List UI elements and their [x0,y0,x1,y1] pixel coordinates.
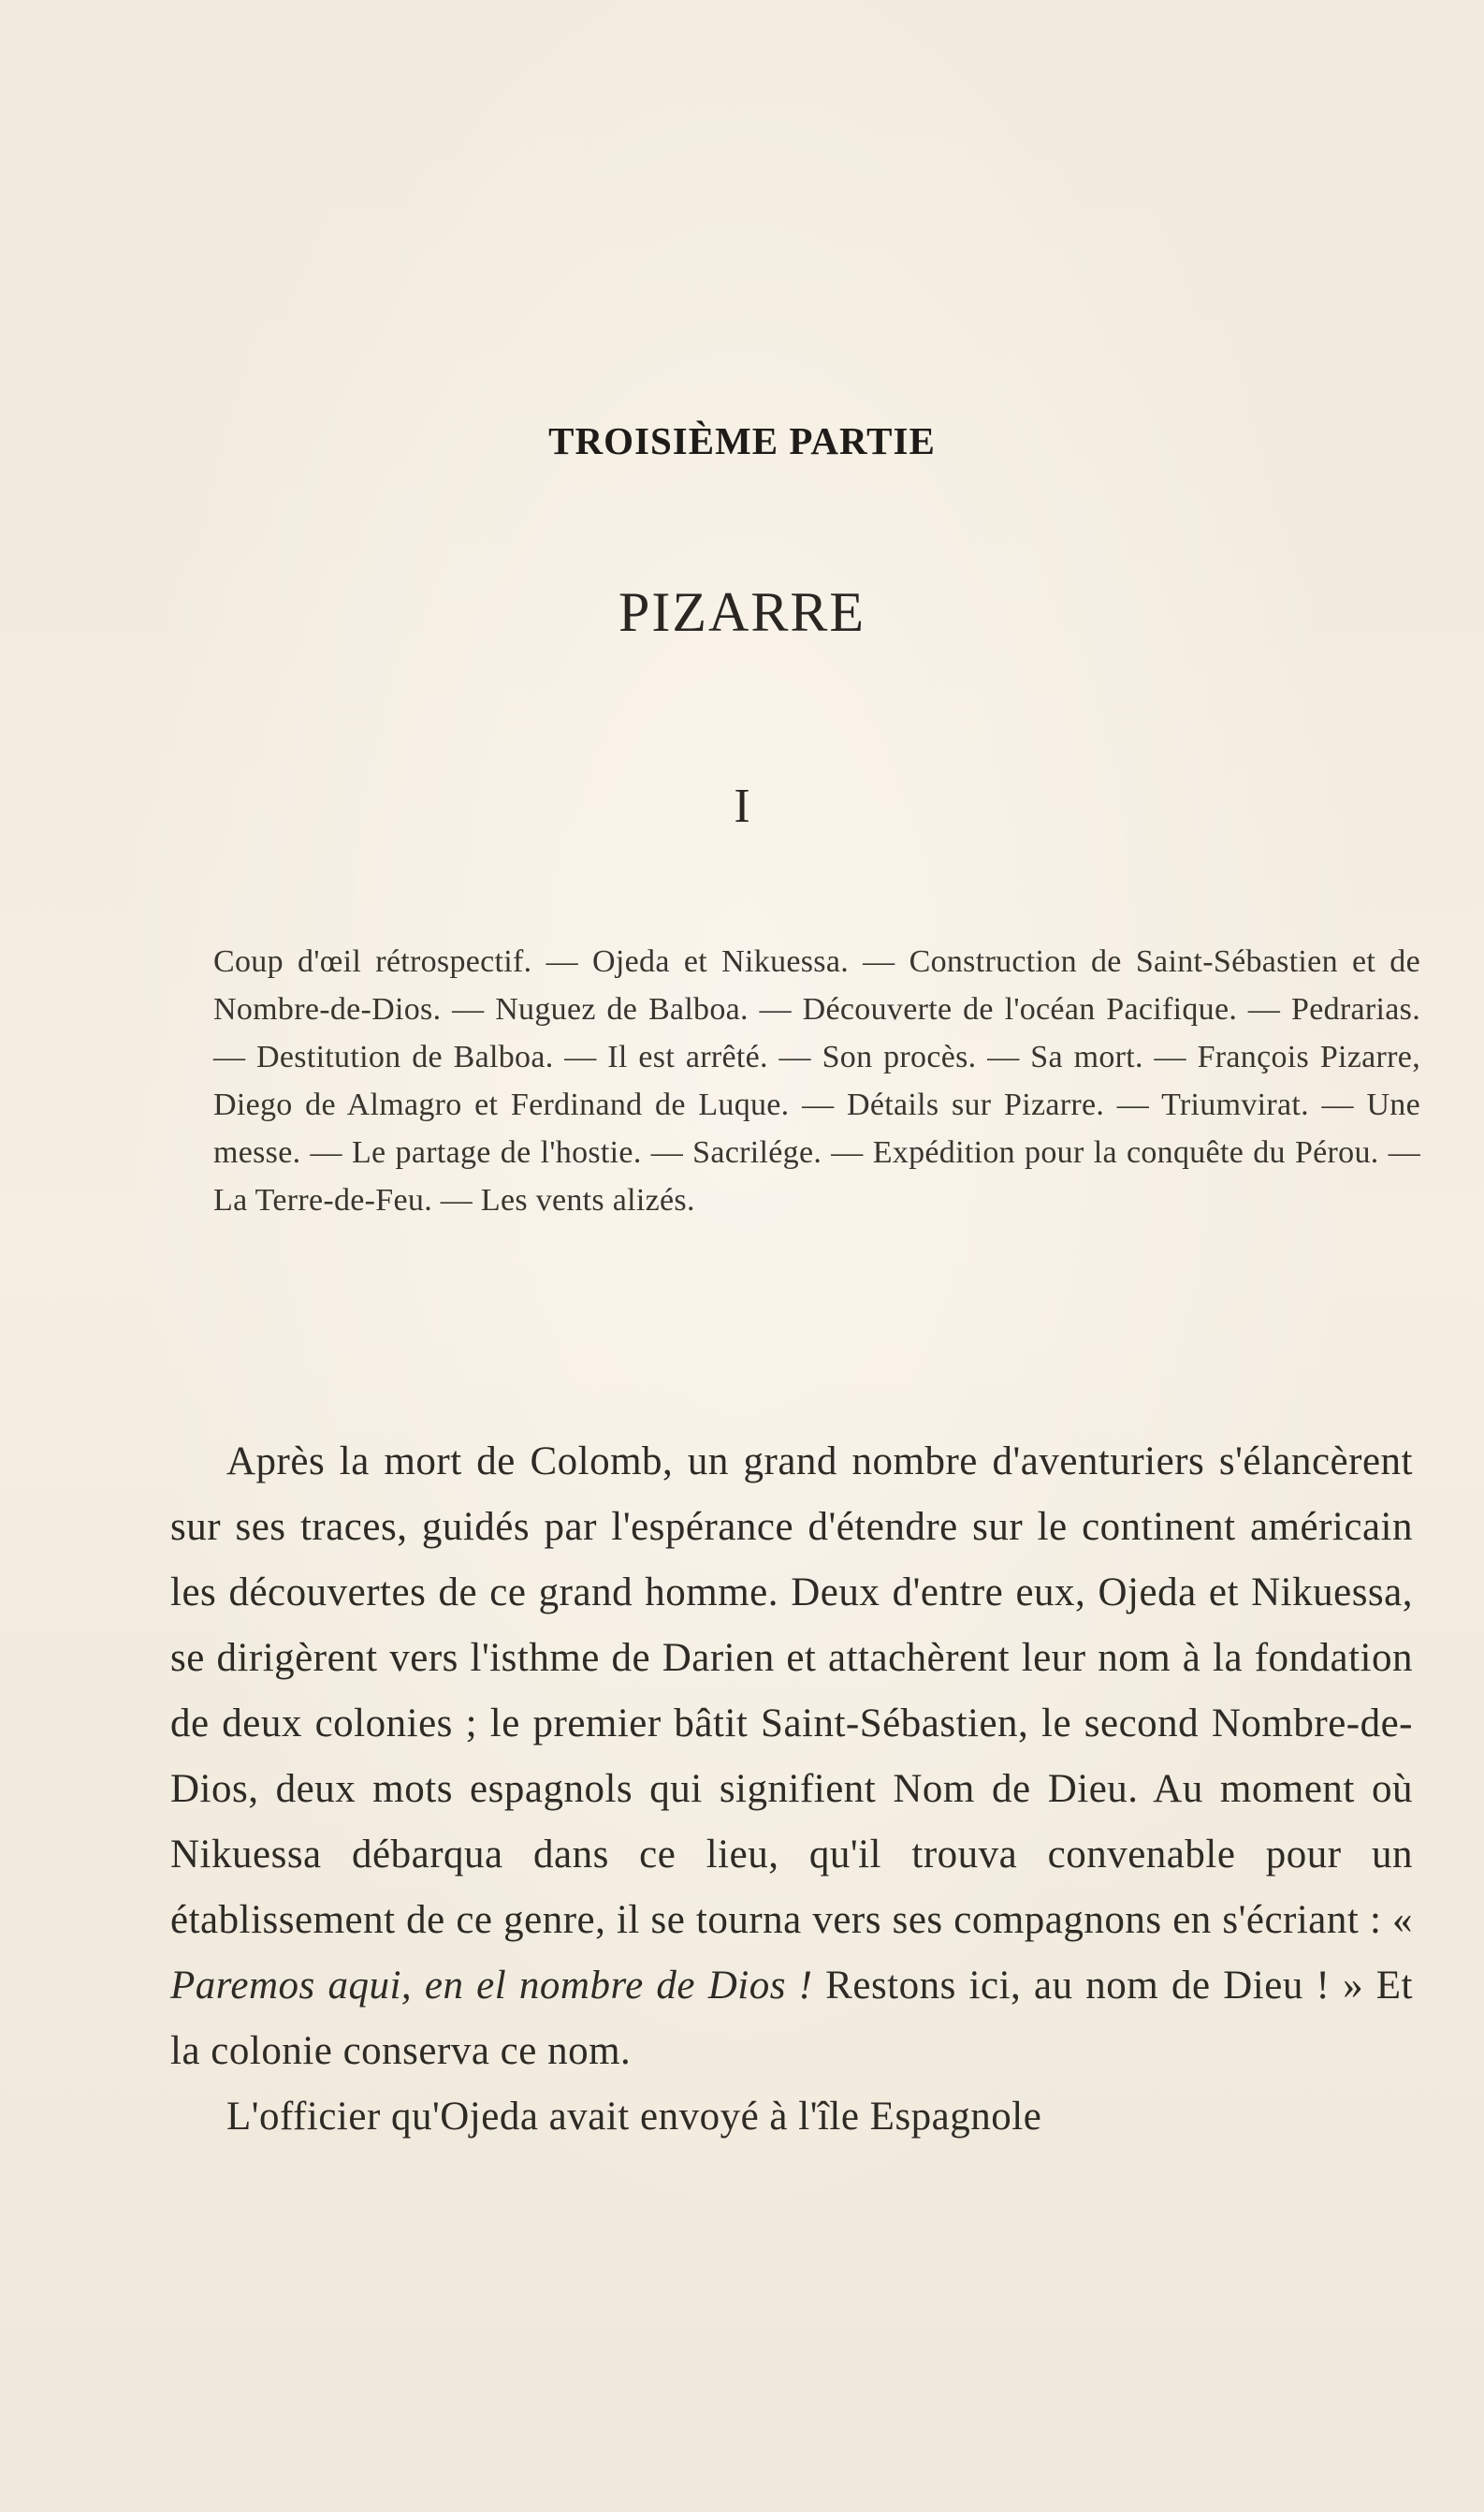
paragraph-1-text-end: Restons ici, au nom de Dieu ! » Et la colonie conserva ce nom. [170,1964,1413,2073]
paragraph-2: L'officier qu'Ojeda avait envoyé à l'île Espagnole [226,2095,1042,2139]
paragraph-1-text-start: Après la mort de Colomb, un grand nombre d'aventuriers s'élancèrent sur ses traces, guidés par l'espérance d'étendre sur le continent américain les découvertes de ce grand homme. Deux d'entre eux, Ojeda et Nikuessa, se dirigèrent vers l'isthme de Darien et attachèrent leur nom à la fondation de deux colonies ; le premier bâtit Saint-Sébastien, le second Nombre-de-Dios, deux mots espagnols qui signifient Nom de Dieu. Au moment où Nikuessa débarqua dans ce lieu, qu'il trouva convenable pour un établissement de ce genre, il se tourna vers ses compagnons en s'écriant : « [170,1439,1413,1942]
spanish-quote: Paremos aqui, en el nombre de Dios ! [170,1964,813,2008]
body-text [170,1429,1413,2150]
chapter-summary: Coup d'œil rétrospectif. — Ojeda et Nikuessa. — Construction de Saint-Sébastien et de Nombre-de-Dios. — Nuguez de Balboa. — Découverte de l'océan Pacifique. — Pedrarias. — Destitution de Balboa. — Il est arrêté. — Son procès. — Sa mort. — François Pizarre, Diego de Almagro et Ferdinand de Luque. — Détails sur Pizarre. — Triumvirat. — Une messe. — Le partage de l'hostie. — Sacrilége. — Expédition pour la conquête du Pérou. — La Terre-de-Feu. — Les vents alizés. [213,944,1420,1218]
section-number: I [734,780,750,833]
paragraph-1 [170,1429,1413,2084]
part-title: TROISIÈME PARTIE [548,419,936,462]
chapter-title: PIZARRE [618,581,866,643]
